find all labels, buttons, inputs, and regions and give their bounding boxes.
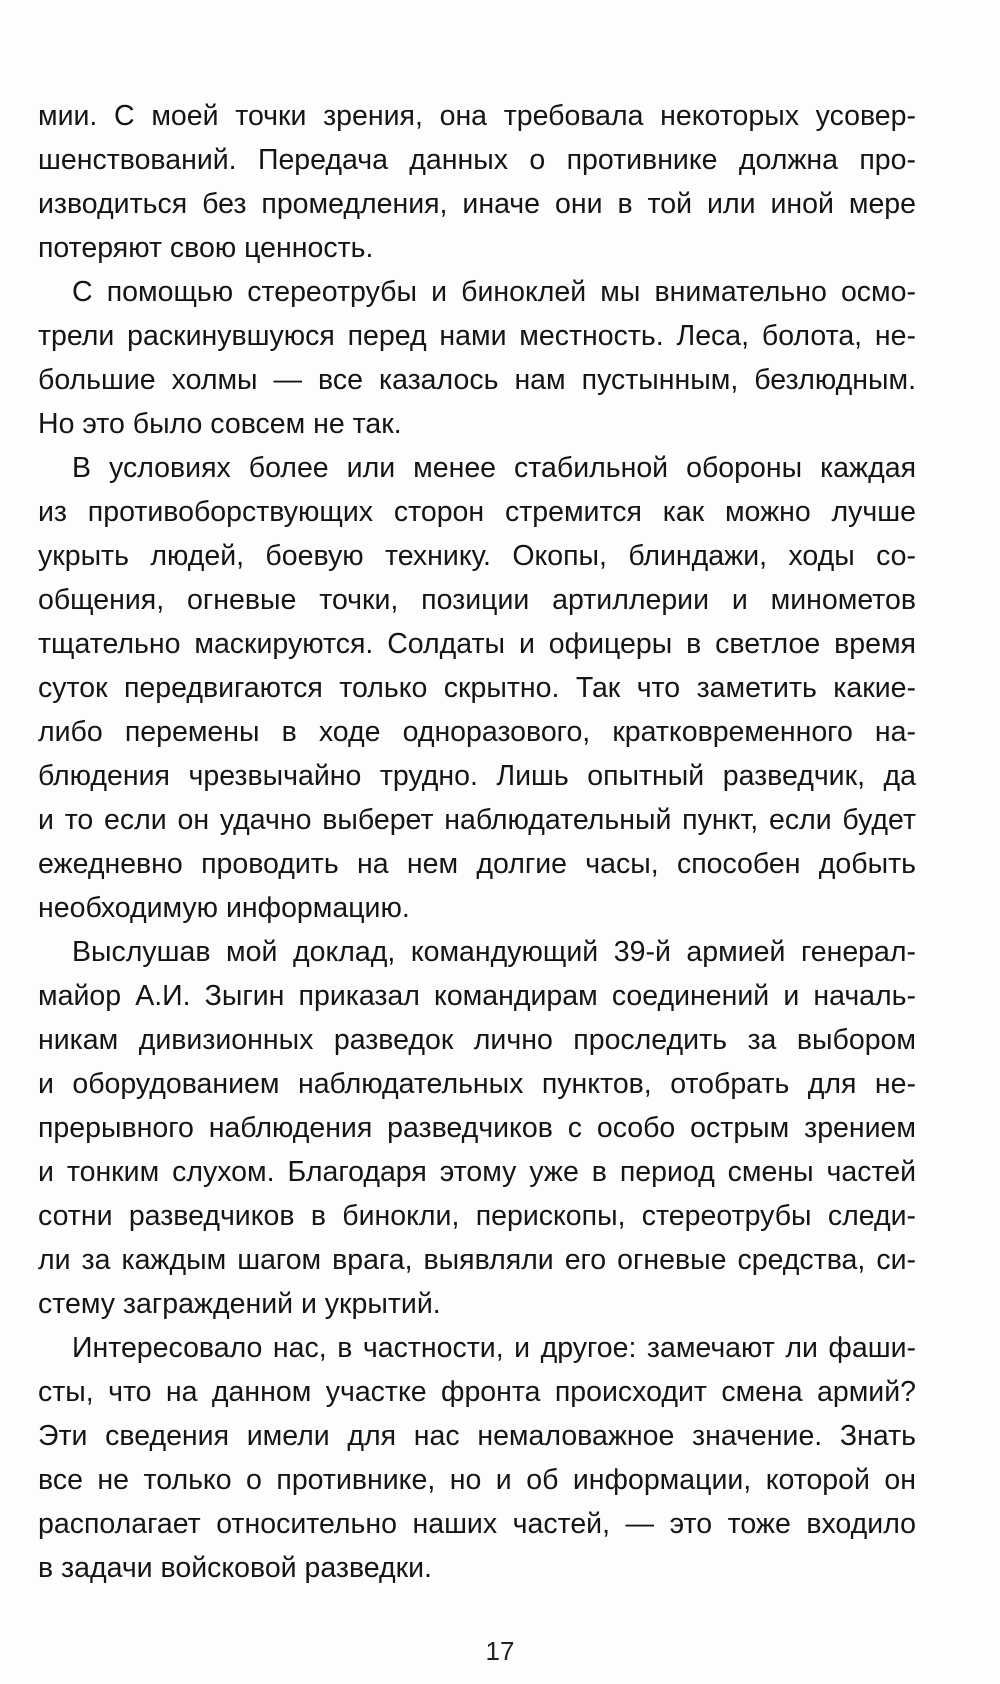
text-line: в задачи войсковой разведки. [38,1552,432,1584]
text-line: С помощью стереотрубы и биноклей мы внимательно осмо- [72,276,916,308]
text-line: мии. С моей точки зрения, она требовала некоторых усовер- [38,100,916,132]
text-line: и то если он удачно выберет наблюдательный пункт, если будет [38,804,916,836]
text-line: необходимую информацию. [38,892,410,924]
text-line: В условиях более или менее стабильной обороны каждая [72,452,916,484]
text-line: Эти сведения имели для нас немаловажное значение. Знать [38,1420,916,1452]
text-line: Выслушав мой доклад, командующий 39-й армией генерал- [72,936,916,968]
text-line: потеряют свою ценность. [38,232,374,264]
text-line: общения, огневые точки, позиции артиллерии и минометов [38,584,916,616]
text-line: укрыть людей, боевую технику. Окопы, блиндажи, ходы со- [38,540,916,572]
paragraph-4 [38,930,916,1326]
text-line: трели раскинувшуюся перед нами местность. Леса, болота, не- [38,320,916,352]
text-line: все не только о противнике, но и об информации, которой он [38,1464,916,1496]
text-line: суток передвигаются только скрытно. Так что заметить какие- [38,672,916,704]
paragraph-2 [38,270,916,446]
text-line: либо перемены в ходе одноразового, кратковременного на- [38,716,916,748]
text-line: ли за каждым шагом врага, выявляли его огневые средства, си- [38,1244,916,1276]
text-line: сты, что на данном участке фронта происходит смена армий? [38,1376,916,1408]
text-line: изводиться без промедления, иначе они в той или иной мере [38,188,916,220]
text-line: тщательно маскируются. Солдаты и офицеры в светлое время [38,628,916,660]
text-line: стему заграждений и укрытий. [38,1288,441,1320]
text-line: майор А.И. Зыгин приказал командирам соединений и началь- [38,980,916,1012]
text-line: ежедневно проводить на нем долгие часы, способен добыть [38,848,916,880]
text-line: большие холмы — все казалось нам пустынным, безлюдным. [38,364,916,396]
page-number: 17 [485,1636,515,1666]
text-line: из противоборствующих сторон стремится как можно лучше [38,496,916,528]
text-line: сотни разведчиков в бинокли, перископы, стереотрубы следи- [38,1200,916,1232]
text-line: располагает относительно наших частей, — это тоже входило [38,1508,916,1540]
text-line: Но это было совсем не так. [38,408,402,440]
text-line: никам дивизионных разведок лично проследить за выбором [38,1024,916,1056]
text-line: и тонким слухом. Благодаря этому уже в период смены частей [38,1156,916,1188]
text-line: и оборудованием наблюдательных пунктов, отобрать для не- [38,1068,916,1100]
paragraph-3 [38,446,916,930]
paragraph-5 [38,1326,916,1590]
text-line: шенствований. Передача данных о противнике должна про- [38,144,916,176]
text-line: прерывного наблюдения разведчиков с особо острым зрением [38,1112,916,1144]
text-line: блюдения чрезвычайно трудно. Лишь опытный разведчик, да [38,760,916,792]
paragraph-1 [38,94,916,270]
text-line: Интересовало нас, в частности, и другое: замечают ли фаши- [72,1332,916,1364]
body-text [38,94,916,1590]
